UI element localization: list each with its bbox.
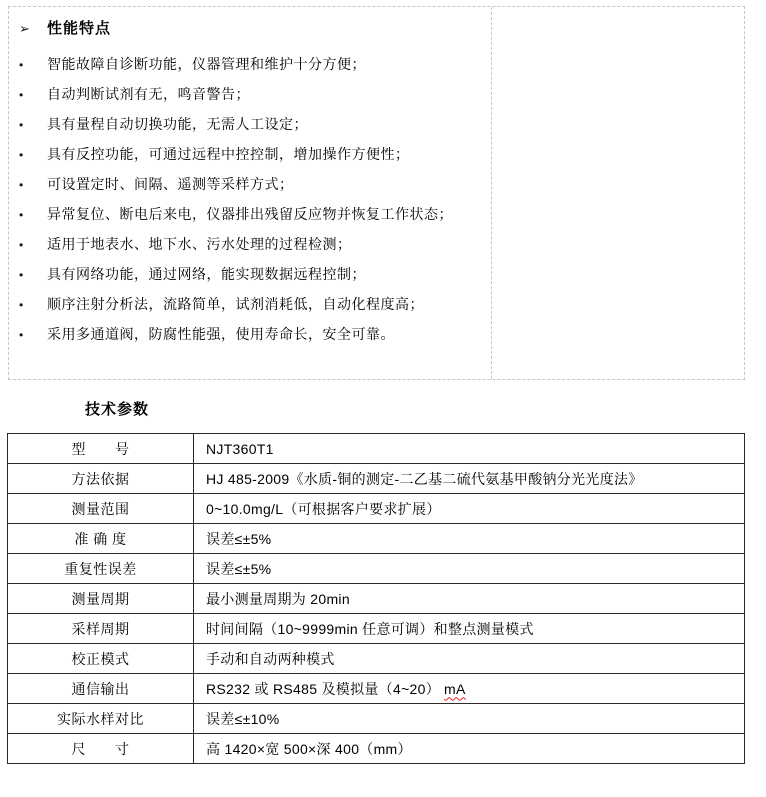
feature-item-text: 采用多通道阀，防腐性能强，使用寿命长，安全可靠。 xyxy=(47,326,395,342)
spec-label: 测量范围 xyxy=(8,494,194,524)
table-row xyxy=(8,704,745,734)
spec-label: 实际水样对比 xyxy=(8,704,194,734)
table-row xyxy=(8,554,745,584)
bullet-icon: • xyxy=(19,148,24,162)
spec-table xyxy=(7,433,745,764)
feature-box xyxy=(8,6,745,380)
feature-box-content-cell xyxy=(9,7,491,379)
feature-item xyxy=(19,259,485,289)
arrow-bullet-icon: ➢ xyxy=(19,21,30,36)
feature-item xyxy=(19,49,485,79)
spec-value: 0~10.0mg/L（可根据客户要求扩展） xyxy=(194,494,745,524)
feature-item xyxy=(19,289,485,319)
spec-value: 误差≤±10% xyxy=(194,704,745,734)
spec-label: 采样周期 xyxy=(8,614,194,644)
bullet-icon: • xyxy=(19,298,24,312)
table-row xyxy=(8,434,745,464)
feature-item-text: 顺序注射分析法，流路简单，试剂消耗低，自动化程度高； xyxy=(47,296,424,312)
bullet-icon: • xyxy=(19,58,24,72)
feature-list xyxy=(19,49,485,349)
spec-value: 误差≤±5% xyxy=(194,554,745,584)
spec-label: 方法依据 xyxy=(8,464,194,494)
spec-value: 最小测量周期为 20min xyxy=(194,584,745,614)
spec-value: HJ 485-2009《水质-铜的测定-二乙基二硫代氨基甲酸钠分光光度法》 xyxy=(194,464,745,494)
table-row xyxy=(8,644,745,674)
spec-value: NJT360T1 xyxy=(194,434,745,464)
spec-value-text: RS232 或 RS485 及模拟量（4~20） xyxy=(206,680,441,697)
spec-label: 校正模式 xyxy=(8,644,194,674)
feature-item xyxy=(19,139,485,169)
feature-box-empty-cell xyxy=(491,7,744,379)
feature-item-text: 具有反控功能，可通过远程中控控制，增加操作方便性； xyxy=(47,146,410,162)
bullet-icon: • xyxy=(19,238,24,252)
feature-item xyxy=(19,109,485,139)
spec-value xyxy=(194,674,745,704)
spec-value: 时间间隔（10~9999min 任意可调）和整点测量模式 xyxy=(194,614,745,644)
feature-item-text: 异常复位、断电后来电，仪器排出残留反应物并恢复工作状态； xyxy=(47,206,453,222)
section-title: 技术参数 xyxy=(85,401,150,418)
table-row xyxy=(8,674,745,704)
table-row xyxy=(8,464,745,494)
table-row xyxy=(8,734,745,764)
bullet-icon: • xyxy=(19,328,24,342)
spec-value: 误差≤±5% xyxy=(194,524,745,554)
spec-label: 准 确 度 xyxy=(8,524,194,554)
bullet-icon: • xyxy=(19,208,24,222)
feature-title: 性能特点 xyxy=(47,20,112,37)
table-row xyxy=(8,614,745,644)
spec-label: 通信输出 xyxy=(8,674,194,704)
feature-item xyxy=(19,229,485,259)
feature-item xyxy=(19,319,485,349)
bullet-icon: • xyxy=(19,268,24,282)
feature-item xyxy=(19,79,485,109)
spec-value: 高 1420×宽 500×深 400（mm） xyxy=(194,734,745,764)
feature-item-text: 可设置定时、间隔、遥测等采样方式； xyxy=(47,176,294,192)
spec-value: 手动和自动两种模式 xyxy=(194,644,745,674)
bullet-icon: • xyxy=(19,178,24,192)
feature-title-row xyxy=(19,17,485,43)
feature-item-text: 自动判断试剂有无，鸣音警告； xyxy=(47,86,250,102)
feature-item-text: 具有量程自动切换功能，无需人工设定； xyxy=(47,116,308,132)
table-row xyxy=(8,524,745,554)
feature-item-text: 具有网络功能，通过网络，能实现数据远程控制； xyxy=(47,266,366,282)
spec-label: 尺 寸 xyxy=(8,734,194,764)
feature-item-text: 适用于地表水、地下水、污水处理的过程检测； xyxy=(47,236,352,252)
feature-item xyxy=(19,169,485,199)
bullet-icon: • xyxy=(19,118,24,132)
bullet-icon: • xyxy=(19,88,24,102)
spec-label: 型 号 xyxy=(8,434,194,464)
table-row xyxy=(8,494,745,524)
feature-item xyxy=(19,199,485,229)
spec-label: 测量周期 xyxy=(8,584,194,614)
spellcheck-underlined-text: mA xyxy=(444,680,466,697)
feature-item-text: 智能故障自诊断功能，仪器管理和维护十分方便； xyxy=(47,56,366,72)
spec-label: 重复性误差 xyxy=(8,554,194,584)
table-row xyxy=(8,584,745,614)
